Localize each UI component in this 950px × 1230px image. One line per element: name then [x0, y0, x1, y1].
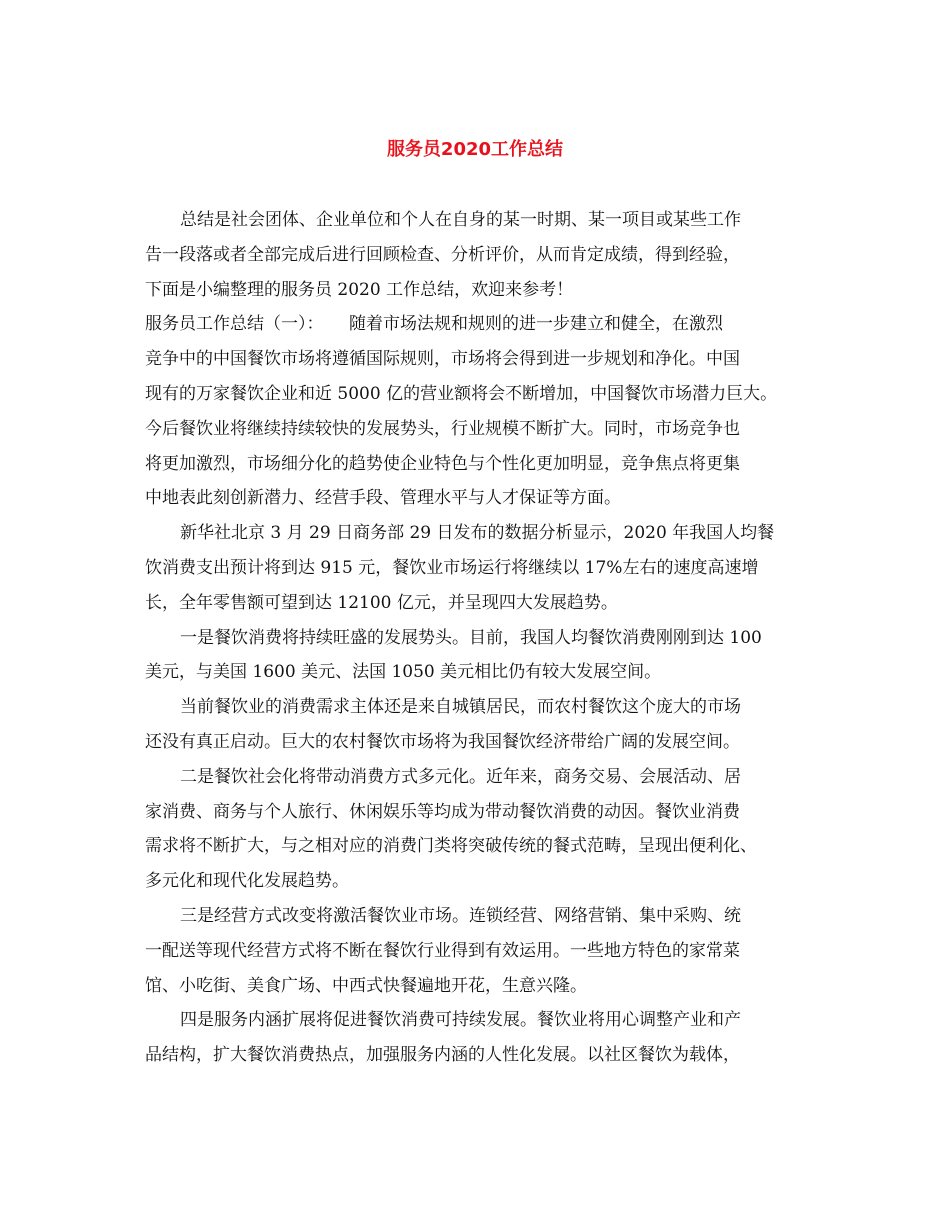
body-line: 饮消费支出预计将到达 915 元，餐饮业市场运行将继续以 17%左右的速度高速增 — [145, 557, 759, 578]
body-line: 一是餐饮消费将持续旺盛的发展势头。目前，我国人均餐饮消费刚刚到达 100 — [180, 627, 762, 648]
body-line: 告一段落或者全部完成后进行回顾检查、分析评价，从而肯定成绩，得到经验， — [145, 244, 740, 265]
document-body — [145, 203, 825, 1073]
body-line: 美元，与美国 1600 美元、法国 1050 美元相比仍有较大发展空间。 — [145, 662, 662, 683]
body-line: 长，全年零售额可望到达 12100 亿元，并呈现四大发展趋势。 — [145, 592, 618, 613]
body-line: 总结是社会团体、企业单位和个人在自身的某一时期、某一项目或某些工作 — [180, 210, 741, 230]
body-line: 多元化和现代化发展趋势。 — [145, 871, 349, 892]
body-line: 新华社北京 3 月 29 日商务部 29 日发布的数据分析显示，2020 年我国人均餐 — [180, 523, 775, 544]
body-line: 品结构，扩大餐饮消费热点，加强服务内涵的人性化发展。以社区餐饮为载体， — [145, 1045, 740, 1066]
body-line: 今后餐饮业将继续持续较快的发展势头，行业规模不断扩大。同时，市场竞争也 — [145, 418, 740, 439]
body-line: 中地表此刻创新潜力、经营手段、管理水平与人才保证等方面。 — [145, 488, 621, 509]
body-line: 家消费、商务与个人旅行、休闲娱乐等均成为带动餐饮消费的动因。餐饮业消费 — [145, 801, 740, 822]
body-line: 四是服务内涵扩展将促进餐饮消费可持续发展。餐饮业将用心调整产业和产 — [180, 1010, 741, 1031]
body-line: 二是餐饮社会化将带动消费方式多元化。近年来，商务交易、会展活动、居 — [180, 766, 741, 787]
body-line: 将更加激烈，市场细分化的趋势使企业特色与个性化更加明显，竞争焦点将更集 — [145, 453, 740, 474]
body-line: 还没有真正启动。巨大的农村餐饮市场将为我国餐饮经济带给广阔的发展空间。 — [145, 731, 740, 752]
body-line: 一配送等现代经营方式将不断在餐饮行业得到有效运用。一些地方特色的家常菜 — [145, 940, 740, 961]
body-line: 服务员工作总结（一）： 随着市场法规和规则的进一步建立和健全，在激烈 — [145, 314, 723, 335]
body-line: 三是经营方式改变将激活餐饮业市场。连锁经营、网络营销、集中采购、统 — [180, 905, 741, 926]
body-line: 下面是小编整理的服务员 2020 工作总结，欢迎来参考！ — [145, 279, 574, 300]
document-title: 服务员2020工作总结 — [386, 139, 564, 160]
body-line: 馆、小吃街、美食广场、中西式快餐遍地开花，生意兴隆。 — [145, 975, 587, 996]
body-line: 现有的万家餐饮企业和近 5000 亿的营业额将会不断增加，中国餐饮市场潜力巨大。 — [145, 383, 778, 404]
body-line: 需求将不断扩大，与之相对应的消费门类将突破传统的餐式范畴，呈现出便利化、 — [145, 836, 757, 857]
body-line: 竞争中的中国餐饮市场将遵循国际规则，市场将会得到进一步规划和净化。中国 — [145, 349, 740, 370]
body-line: 当前餐饮业的消费需求主体还是来自城镇居民，而农村餐饮这个庞大的市场 — [180, 697, 741, 718]
